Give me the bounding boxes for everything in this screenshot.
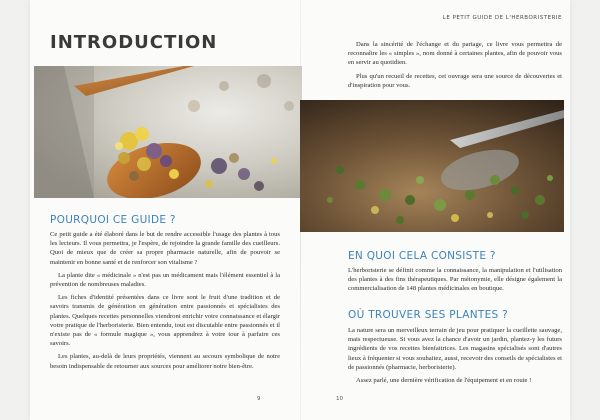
paragraph: La plante dite « médicinale » n'est pas un médicament mais l'élément essentiel à la prévention de nombreuses maladies.	[50, 271, 280, 289]
page-number-left: 9	[257, 396, 261, 402]
page-title: INTRODUCTION	[50, 32, 218, 53]
section-heading-why: POURQUOI CE GUIDE ?	[50, 214, 176, 226]
paragraph: Assez parlé, une dernière vérification de l'équipement et en route !	[356, 377, 532, 385]
paragraph: Les plantes, au-delà de leurs propriétés, viennent au secours symbolique de notre besoin indispensable de retourner aux sources pour améliorer notre bien-être.	[50, 353, 280, 370]
paragraph: L'herboristerie se définit comme la connaissance, la manipulation et l'utilisation des plantes à des fins thérapeutiques. Par métonymie, elle désigne également la commercialisation de 148 plantes médicinales en boutique.	[348, 267, 562, 293]
section-heading-what: EN QUOI CELA CONSISTE ?	[348, 250, 496, 262]
paragraph: Ce petit guide a été élaboré dans le but de rendre accessible l'usage des plantes à tous les lecteurs. Il vous permettra, je l'espère, de rejoindre la grande famille des cueilleurs. Quoi de mieux que de créer sa propre pharmacie naturelle, afin de pouvoir se maintenir en bonne santé et de renforcer son vitalisme ?	[50, 231, 280, 266]
herb-spoon-photo	[34, 66, 302, 198]
right-intro-text	[348, 40, 562, 94]
right-section2-text	[348, 326, 562, 389]
dried-herbs-photo	[300, 100, 564, 232]
section-heading-where: OÙ TROUVER SES PLANTES ?	[348, 309, 508, 321]
paragraph: Plus qu'un recueil de recettes, cet ouvrage sera une source de découvertes et d'inspiration pour vous.	[348, 72, 562, 89]
right-section1-text	[348, 266, 562, 298]
left-body-text	[50, 230, 280, 375]
page-number-right: 10	[336, 396, 343, 402]
running-header: LE PETIT GUIDE DE L'HERBORISTERIE	[442, 15, 562, 21]
paragraph: La nature sera un merveilleux terrain de jeu pour pratiquer la cueillette sauvage, mais respectueuse. Si vous avez la chance d'avoir un jardin, plantez-y les futurs ingrédients de vos recettes bienfaitrices. Les magasins spécialisés sont d'autres lieux à fréquenter si vous souhaitez, aussi, recevoir des conseils de spécialistes et de passionnés (pharmacie, herboristerie).	[348, 327, 562, 371]
paragraph: Dans la sincérité de l'échange et du partage, ce livre vous permettra de reconnaître les « simples », nom donné à certaines plantes, afin de pouvoir vous en servir au quotidien.	[348, 41, 562, 67]
paragraph: Les fiches d'identité présentées dans ce livre sont le fruit d'une tradition et de savoirs transmis de génération en génération entre passionnés et spécialistes des plantes. Quelques recettes personnelles viendront enrichir votre connaissance et élargir votre pratique de l'herboristerie. Bien entendu, tout est discutable entre passionnés et il n'existe pas de « formule magique », vous apprendrez à votre tour à parfaire ces savoirs.	[50, 294, 280, 348]
